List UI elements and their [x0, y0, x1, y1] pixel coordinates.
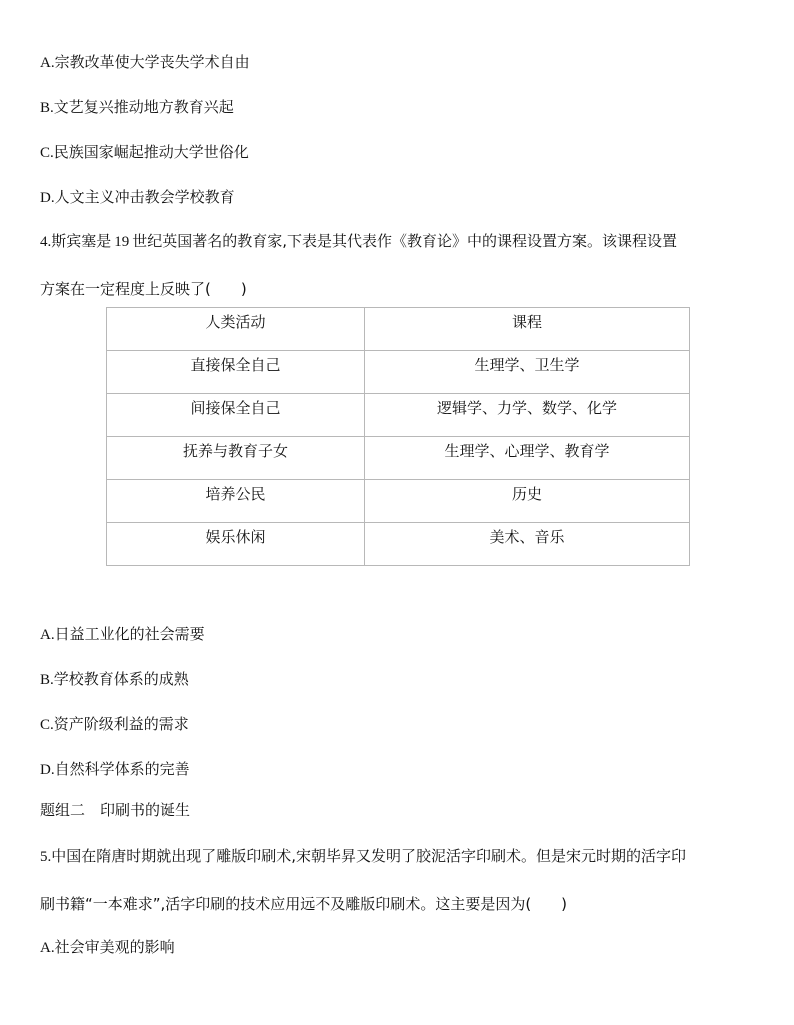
q3-option-d — [40, 187, 235, 208]
table-cell: 美术、音乐 — [365, 523, 690, 566]
q5-text-b: 刷书籍“一本难求”,活字印刷的技术应用远不及雕版印刷术。这主要是因为( ) — [40, 895, 568, 913]
option-label: A. — [40, 940, 55, 956]
table-cell: 历史 — [365, 480, 690, 523]
option-label: B. — [40, 100, 54, 116]
q4-stem-line1 — [40, 231, 677, 252]
option-label: D. — [40, 762, 55, 778]
option-text: 日益工业化的社会需要 — [54, 625, 205, 643]
table-cell: 培养公民 — [107, 480, 365, 523]
option-label: A. — [40, 55, 55, 71]
table-header-cell: 课程 — [365, 308, 690, 351]
table-row — [107, 351, 690, 394]
table-cell: 生理学、心理学、教育学 — [365, 437, 690, 480]
option-text: 文艺复兴推动地方教育兴起 — [53, 98, 234, 116]
option-text: 民族国家崛起推动大学世俗化 — [53, 143, 249, 161]
q4-text-a: 斯宾塞是 — [51, 232, 112, 250]
option-label: D. — [40, 190, 55, 206]
option-text: 社会审美观的影响 — [54, 938, 175, 956]
option-text: 学校教育体系的成熟 — [53, 670, 189, 688]
q5-text-a: 中国在隋唐时期就出现了雕版印刷术,宋朝毕昇又发明了胶泥活字印刷术。但是宋元时期的活字印 — [51, 847, 687, 865]
table-header-row — [107, 308, 690, 351]
q3-option-a — [40, 52, 250, 73]
option-text: 人文主义冲击教会学校教育 — [54, 188, 235, 206]
table-header-cell: 人类活动 — [107, 308, 365, 351]
q4-option-c — [40, 714, 189, 735]
option-text: 资产阶级利益的需求 — [53, 715, 189, 733]
q4-option-b — [40, 669, 189, 690]
q3-option-c — [40, 142, 249, 163]
q4-option-d — [40, 759, 190, 780]
q4-text-c: 方案在一定程度上反映了( ) — [40, 280, 247, 298]
table-cell: 抚养与教育子女 — [107, 437, 365, 480]
table-cell: 逻辑学、力学、数学、化学 — [365, 394, 690, 437]
table-row — [107, 523, 690, 566]
q5-option-a — [40, 937, 175, 958]
option-text: 自然科学体系的完善 — [54, 760, 190, 778]
option-label: C. — [40, 717, 54, 733]
table-cell: 生理学、卫生学 — [365, 351, 690, 394]
table-row — [107, 437, 690, 480]
q5-stem-line1 — [40, 846, 686, 867]
q4-text-b: 世纪英国著名的教育家,下表是其代表作《教育论》中的课程设置方案。该课程设置 — [132, 232, 678, 250]
curriculum-table — [106, 307, 690, 566]
option-label: C. — [40, 145, 54, 161]
option-label: A. — [40, 627, 55, 643]
question-number: 5. — [40, 849, 52, 865]
table-cell: 直接保全自己 — [107, 351, 365, 394]
table-row — [107, 480, 690, 523]
question-number: 4. — [40, 234, 52, 250]
table-cell: 间接保全自己 — [107, 394, 365, 437]
option-text: 宗教改革使大学丧失学术自由 — [54, 53, 250, 71]
table-cell: 娱乐休闲 — [107, 523, 365, 566]
q4-stem-line2 — [40, 279, 247, 299]
section-title: 题组二 印刷书的诞生 — [40, 801, 191, 819]
q4-option-a — [40, 624, 205, 645]
q5-stem-line2 — [40, 894, 567, 914]
q4-century: 19 — [114, 234, 130, 250]
option-label: B. — [40, 672, 54, 688]
q3-option-b — [40, 97, 234, 118]
table-row — [107, 394, 690, 437]
